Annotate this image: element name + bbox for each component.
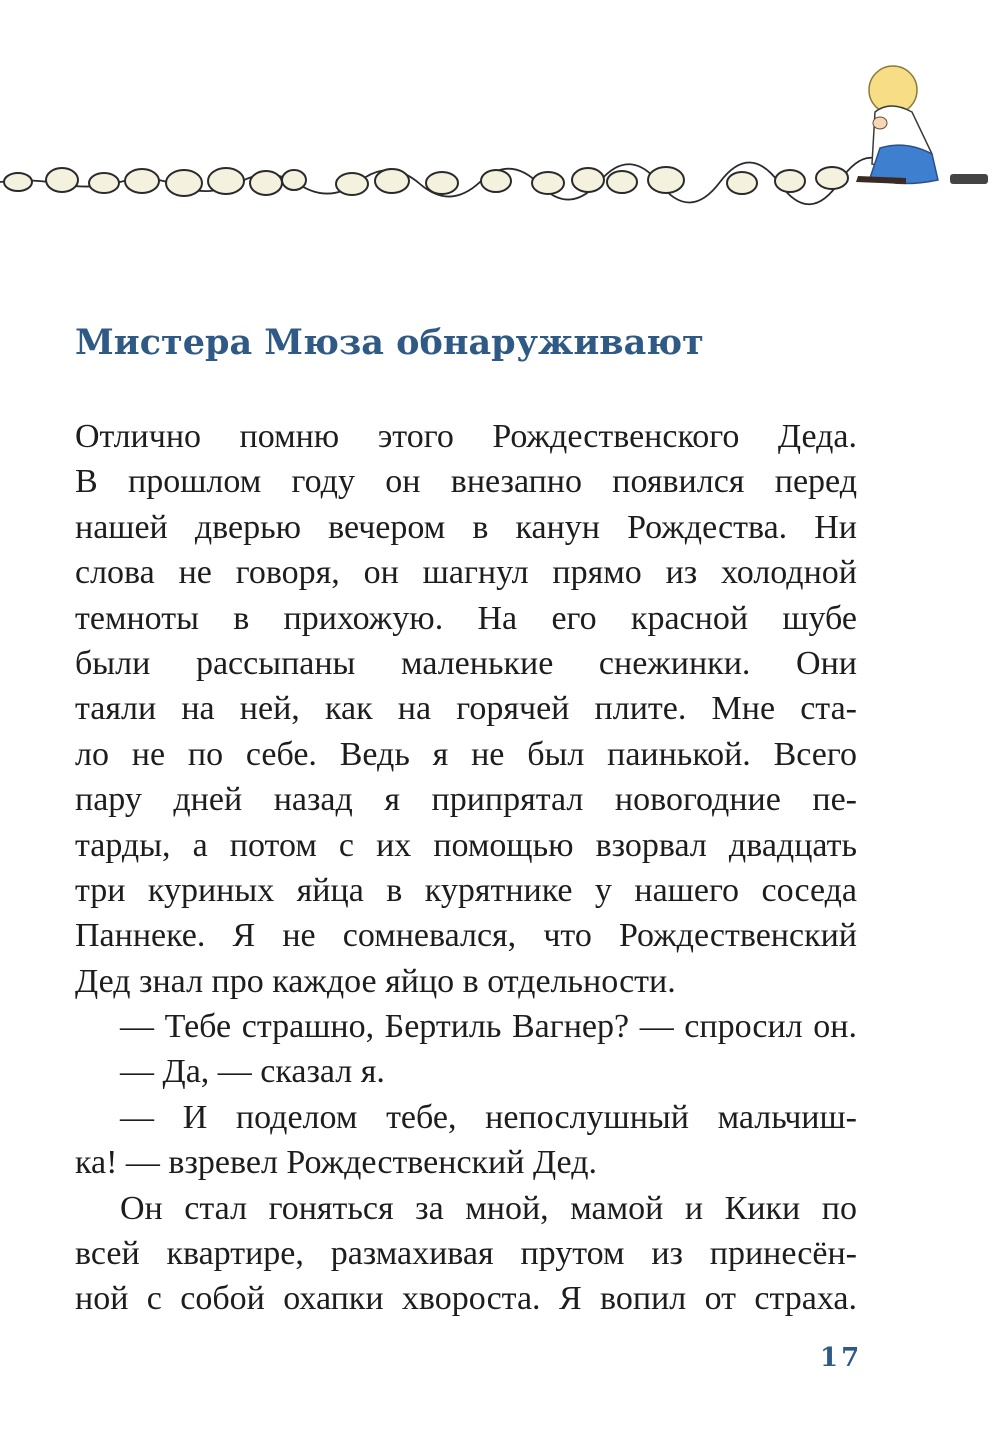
- text-line: три куриных яйца в курятнике у нашего соседа: [75, 871, 857, 909]
- eggshell-chain-illustration: [0, 60, 1000, 210]
- chapter-title: Мистера Мюза обнаруживают: [75, 322, 704, 363]
- chapter-body: [75, 414, 857, 1322]
- text-line: ной с собой охапки хвороста. Я вопил от страха.: [75, 1280, 857, 1318]
- text-line: Дед знал про каждое яйцо в отдельности.: [75, 962, 676, 1000]
- dialogue-line: — Тебе страшно, Бертиль Вагнер? — спросил он.: [120, 1008, 857, 1046]
- text-line: тарды, а потом с их помощью взорвал двадцать: [75, 826, 857, 864]
- text-line: были рассыпаны маленькие снежинки. Они: [75, 644, 857, 682]
- text-line: темноты в прихожую. На его красной шубе: [75, 599, 857, 637]
- text-line: пару дней назад я припрятал новогодние пе-: [75, 781, 857, 819]
- text-line: Отлично помню этого Рождественского Деда.: [75, 418, 857, 455]
- text-line: В прошлом году он внезапно появился перед: [75, 463, 857, 501]
- dialogue-line: — И поделом тебе, непослушный мальчиш-: [120, 1098, 857, 1136]
- dialogue-line: — Да, — сказал я.: [120, 1053, 385, 1091]
- text-line: ка! — взревел Рождественский Дед.: [75, 1144, 597, 1182]
- text-line: таяли на ней, как на горячей плите. Мне ста-: [75, 690, 857, 728]
- boy-figure: [856, 66, 988, 184]
- page-number: 17: [820, 1343, 863, 1373]
- text-line: нашей дверью вечером в канун Рождества. Ни: [75, 508, 857, 546]
- text-line: слова не говоря, он шагнул прямо из холодной: [75, 554, 857, 592]
- text-line: Паннеке. Я не сомневался, что Рождественский: [75, 917, 857, 955]
- text-line: Он стал гоняться за мной, мамой и Кики по: [120, 1189, 857, 1227]
- text-line: ло не по себе. Ведь я не был паинькой. Всего: [75, 735, 857, 773]
- text-line: всей квартире, размахивая прутом из принесён-: [75, 1235, 857, 1273]
